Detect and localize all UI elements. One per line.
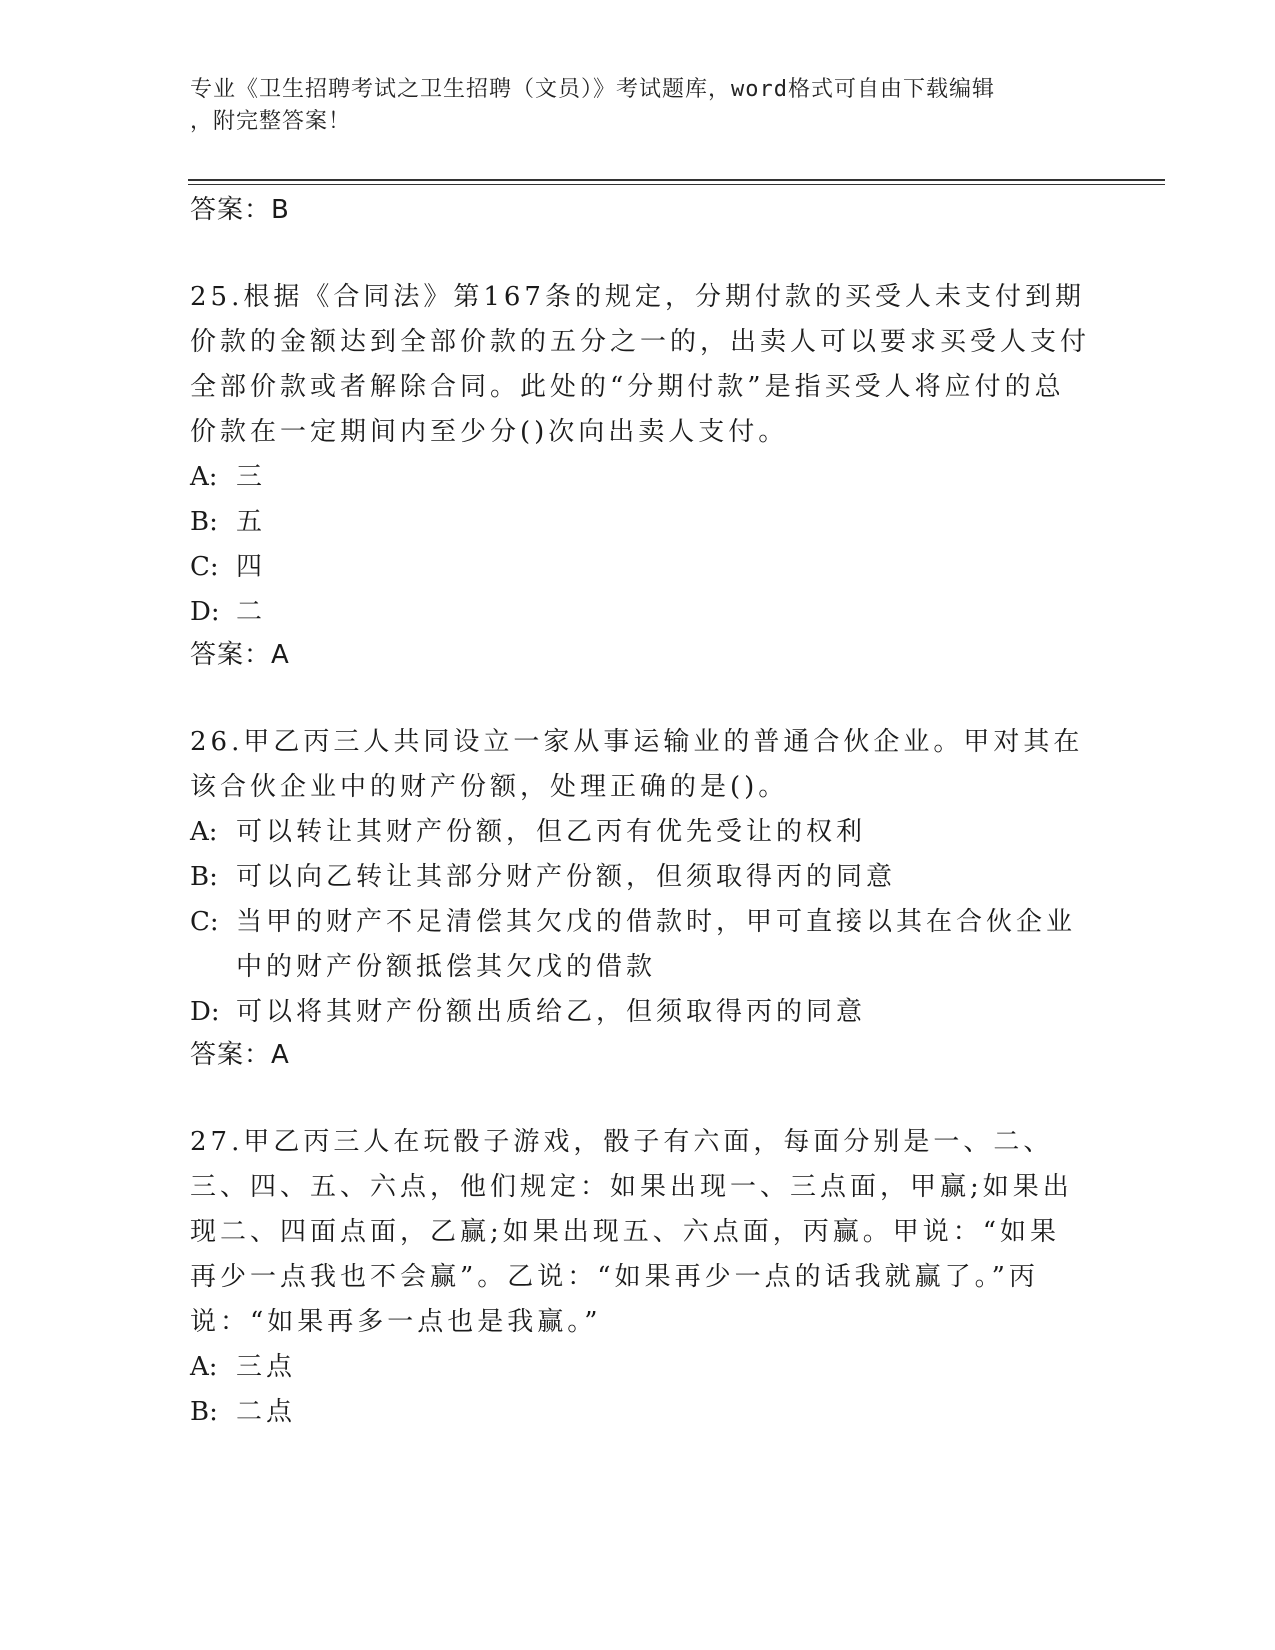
option-a [190,455,1090,500]
option-a [190,1345,1090,1390]
header-rule-thin [188,184,1165,185]
option-label: D: [190,597,220,627]
option-label: D: [190,997,220,1027]
option-c [190,545,1090,590]
option-text: 可以将其财产份额出质给乙，但须取得丙的同意 [236,997,867,1027]
option-d [190,590,1090,635]
option-text: 可以转让其财产份额，但乙丙有优先受让的权利 [236,817,867,847]
header-rule [188,179,1165,181]
option-label: A: [190,462,218,492]
answer: 答案：A [190,640,290,670]
option-b [190,500,1090,545]
header-line-1: 专业《卫生招聘考试之卫生招聘（文员）》考试题库，word格式可自由下载编辑 [190,77,995,102]
option-c [190,900,1090,990]
option-text: 三点 [236,1352,297,1382]
option-label: B: [190,862,218,892]
option-b [190,1390,1090,1435]
option-text: 当甲的财产不足清偿其欠戊的借款时，甲可直接以其在合伙企业中的财产份额抵偿其欠戊的借款 [236,907,1077,982]
header-line-2: ，附完整答案！ [190,109,352,134]
option-text: 二点 [236,1397,297,1427]
option-text: 二 [236,597,267,627]
answer: 答案：A [190,1040,290,1070]
option-label: B: [190,507,218,537]
option-text: 三 [236,462,267,492]
question-stem: 27.甲乙丙三人在玩骰子游戏，骰子有六面，每面分别是一、二、三、四、五、六点，他们规定：如果出现一、三点面，甲赢;如果出现二、四面点面，乙赢;如果出现五、六点面，丙赢。甲说：“如果再少一点我也不会赢”。乙说：“如果再少一点的话我就赢了。”丙说：“如果再多一点也是我赢。” [190,1127,1073,1337]
question-list [190,190,1090,1435]
page-header [190,74,1090,138]
option-label: A: [190,1352,218,1382]
option-label: C: [190,907,219,937]
option-a [190,810,1090,855]
option-label: B: [190,1397,218,1427]
option-text: 五 [236,507,267,537]
option-label: A: [190,817,218,847]
option-label: C: [190,552,219,582]
option-text: 可以向乙转让其部分财产份额，但须取得丙的同意 [236,862,897,892]
question-25 [190,275,1090,675]
question-stem: 26.甲乙丙三人共同设立一家从事运输业的普通合伙企业。甲对其在该合伙企业中的财产份额，处理正确的是()。 [190,727,1084,802]
question-27 [190,1120,1090,1435]
question-stem: 25.根据《合同法》第167条的规定，分期付款的买受人未支付到期价款的金额达到全部价款的五分之一的，出卖人可以要求买受人支付全部价款或者解除合同。此处的“分期付款”是指买受人将应付的总价款在一定期间内至少分()次向出卖人支付。 [190,282,1091,447]
question-26 [190,720,1090,1075]
option-b [190,855,1090,900]
previous-answer: 答案：B [190,195,290,225]
option-d [190,990,1090,1035]
option-text: 四 [236,552,267,582]
